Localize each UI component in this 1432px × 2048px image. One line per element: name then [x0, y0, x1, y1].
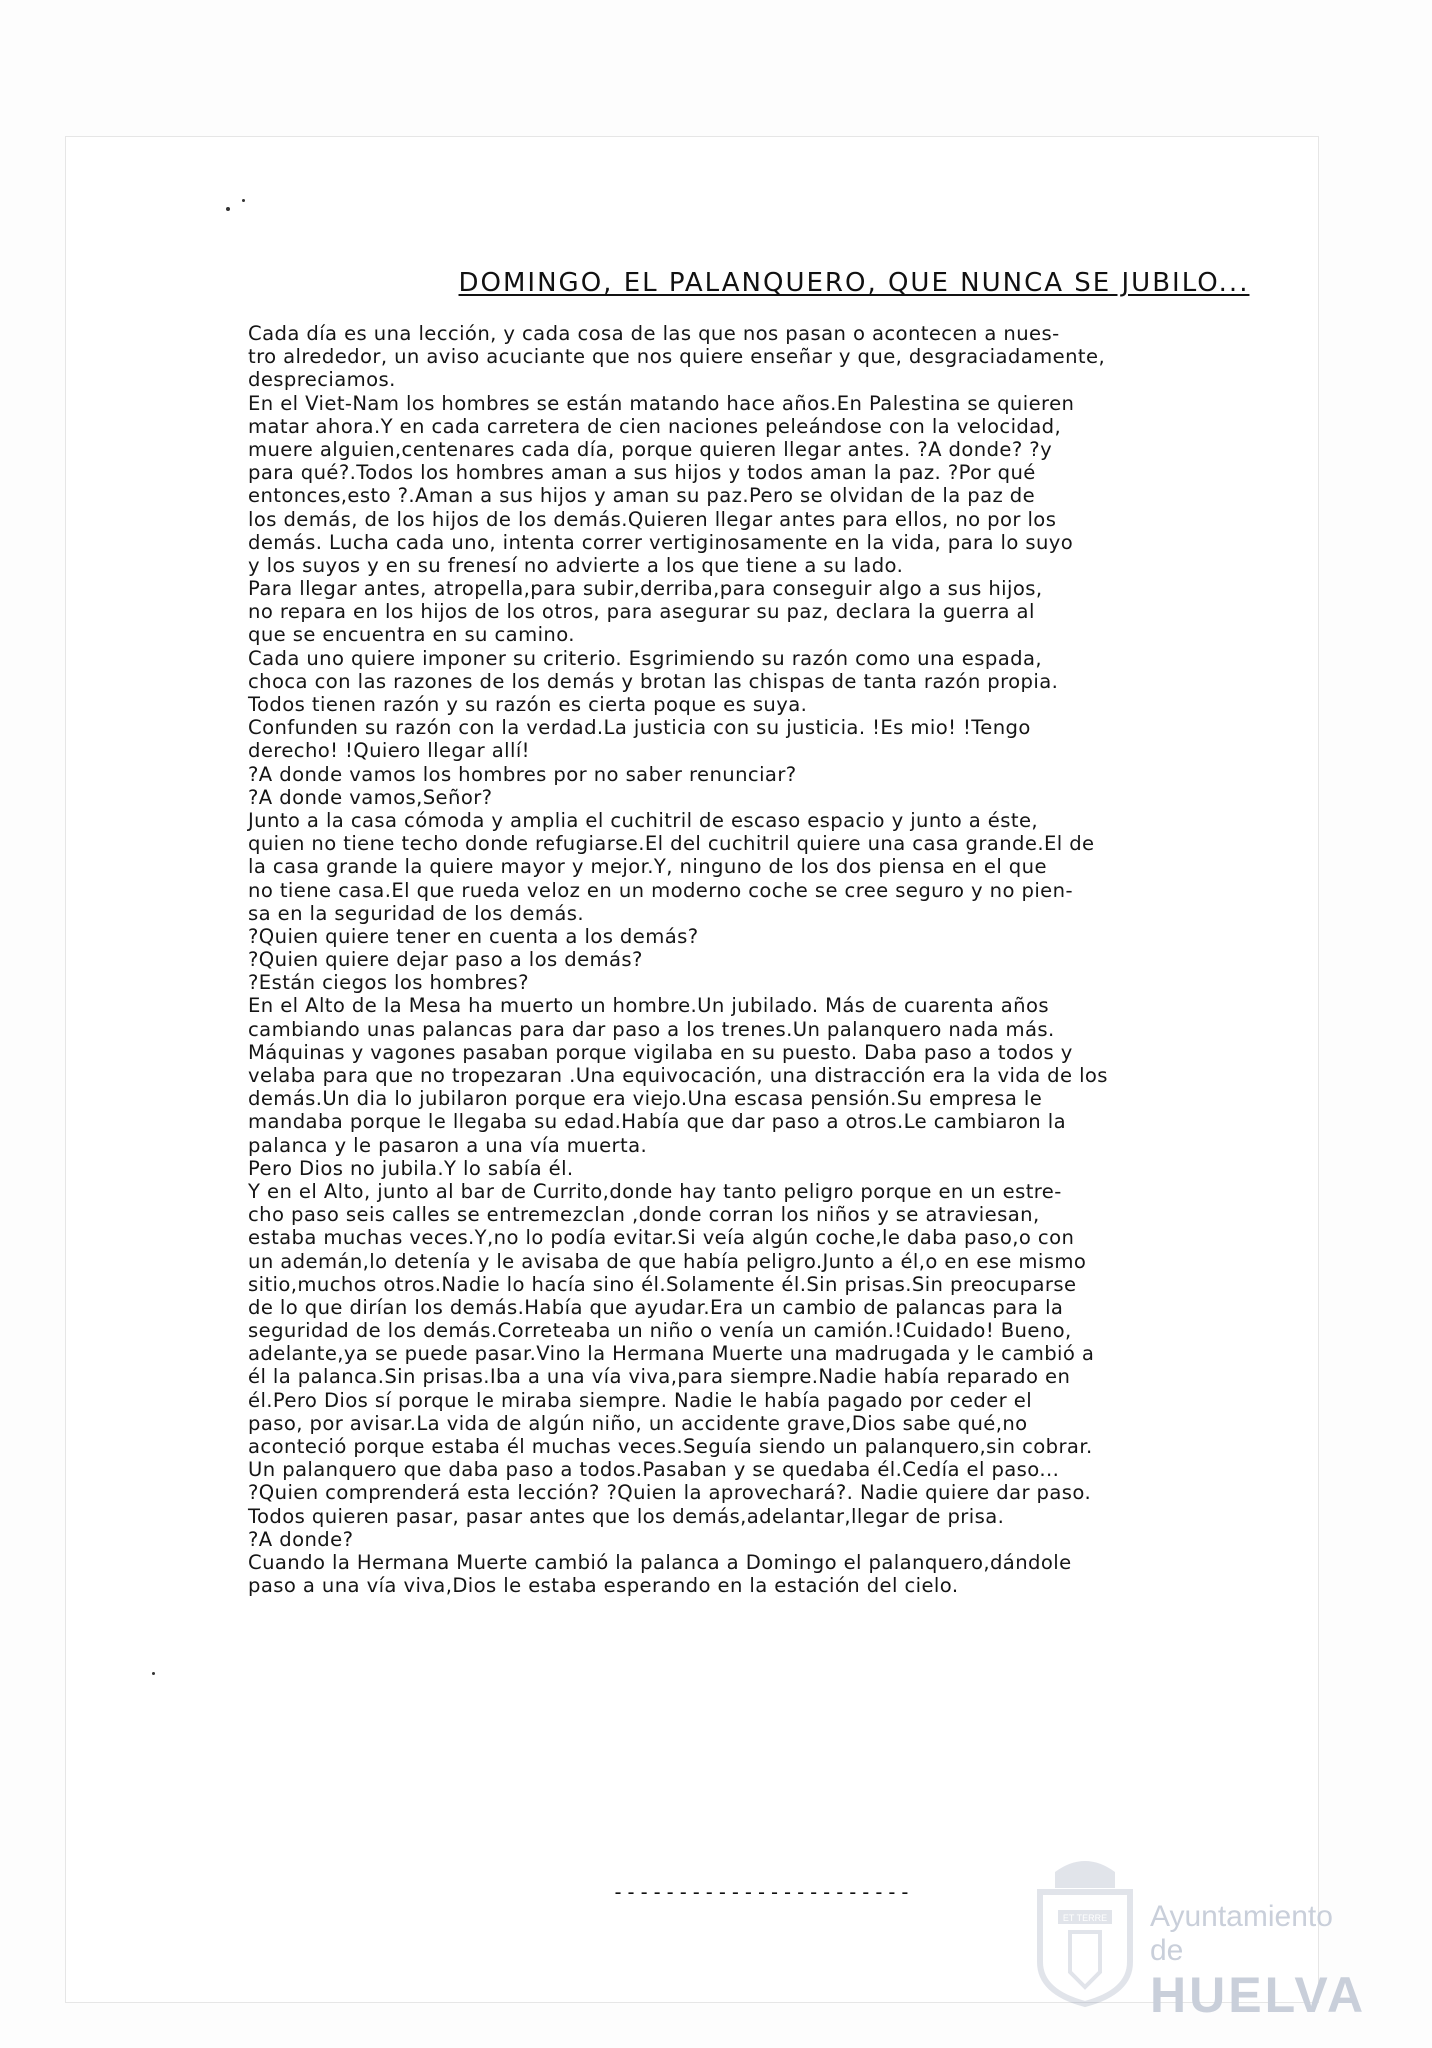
text-line: quien no tiene techo donde refugiarse.El del cuchitril quiere una casa grande.El de [248, 832, 1095, 856]
text-line: ?A donde? [248, 1527, 354, 1551]
text-line: sa en la seguridad de los demás. [248, 901, 584, 925]
text-line: la casa grande la quiere mayor y mejor.Y, ninguno de los dos piensa en el que [248, 855, 1047, 879]
ink-speck [226, 207, 230, 211]
crest-motto: ET TERRE [1062, 1913, 1108, 1923]
text-line: ?Están ciegos los hombres? [248, 971, 529, 995]
text-line: no tiene casa.El que rueda veloz en un moderno coche se cree seguro y no pien- [248, 878, 1073, 902]
text-line: tro alrededor, un aviso acuciante que nos quiere enseñar y que, desgraciadamente, [248, 345, 1106, 369]
text-line: paso a una vía viva,Dios le estaba esperando en la estación del cielo. [248, 1574, 959, 1598]
ayuntamiento-huelva-watermark [1150, 1900, 1367, 2023]
text-line: seguridad de los demás.Correteaba un niño o venía un camión.!Cuidado! Bueno, [248, 1319, 1072, 1343]
text-line: derecho! !Quiero llegar allí! [248, 739, 530, 763]
text-line: mandaba porque le llegaba su edad.Había que dar paso a otros.Le cambiaron la [248, 1110, 1066, 1134]
text-line: demás.Un dia lo jubilaron porque era viejo.Una escasa pensión.Su empresa le [248, 1087, 1043, 1111]
text-line: estaba muchas veces.Y,no lo podía evitar.Si veía algún coche,le daba paso,o con [248, 1226, 1075, 1250]
text-line: de lo que dirían los demás.Había que ayudar.Era un cambio de palancas para la [248, 1295, 1064, 1319]
text-line: muere alguien,centenares cada día, porque quieren llegar antes. ?A donde? ?y [248, 437, 1053, 461]
text-line: cambiando unas palancas para dar paso a los trenes.Un palanquero nada más. [248, 1017, 1055, 1041]
text-line: paso, por avisar.La vida de algún niño, un accidente grave,Dios sabe qué,no [248, 1411, 1028, 1435]
text-line: para qué?.Todos los hombres aman a sus hijos y todos aman la paz. ?Por qué [248, 461, 1036, 485]
text-line: ?Quien quiere dejar paso a los demás? [248, 948, 643, 972]
ink-speck [242, 199, 245, 202]
text-line: Todos tienen razón y su razón es cierta poque es suya. [248, 693, 808, 716]
text-line: Cuando la Hermana Muerte cambió la palanca a Domingo el palanquero,dándole [248, 1550, 1072, 1574]
text-line: Cada uno quiere imponer su criterio. Esgrimiendo su razón como una espada, [248, 646, 1042, 670]
watermark-line2: HUELVA [1150, 1967, 1367, 2023]
closing-rule: ----------------------- [612, 1880, 912, 1904]
document-title: DOMINGO, EL PALANQUERO, QUE NUNCA SE JUBILO... [458, 268, 1250, 298]
text-line: Máquinas y vagones pasaban porque vigilaba en su puesto. Daba paso a todos y [248, 1040, 1073, 1064]
ink-speck [152, 1672, 155, 1675]
text-line: aconteció porque estaba él muchas veces.Seguía siendo un palanquero,sin cobrar. [248, 1435, 1093, 1458]
text-line: sitio,muchos otros.Nadie lo hacía sino él.Solamente él.Sin prisas.Sin preocuparse [248, 1272, 1077, 1296]
text-line: velaba para que no tropezaran .Una equivocación, una distracción era la vida de los [248, 1064, 1108, 1087]
text-line: él.Pero Dios sí porque le miraba siempre. Nadie le había pagado por ceder el [248, 1388, 1033, 1412]
text-line: adelante,ya se puede pasar.Vino la Hermana Muerte una madrugada y le cambió a [248, 1342, 1095, 1366]
text-line: los demás, de los hijos de los demás.Quieren llegar antes para ellos, no por los [248, 507, 1057, 531]
text-line: Y en el Alto, junto al bar de Currito,donde hay tanto peligro porque en un estre- [248, 1179, 1062, 1203]
document-body [248, 322, 1338, 1597]
text-line: Para llegar antes, atropella,para subir,derriba,para conseguir algo a sus hijos, [248, 577, 1043, 601]
text-line: y los suyos y en su frenesí no advierte a los que tiene a su lado. [248, 553, 904, 577]
text-line: palanca y le pasaron a una vía muerta. [248, 1133, 648, 1157]
text-line: demás. Lucha cada uno, intenta correr vertiginosamente en la vida, para lo suyo [248, 530, 1074, 554]
text-line: matar ahora.Y en cada carretera de cien naciones peleándose con la velocidad, [248, 414, 1062, 438]
city-crest-watermark [1020, 1852, 1150, 2008]
text-line: no repara en los hijos de los otros, para asegurar su paz, declara la guerra al [248, 600, 1035, 624]
text-line: Todos quieren pasar, pasar antes que los demás,adelantar,llegar de prisa. [248, 1504, 1005, 1528]
text-line: ?A donde vamos los hombres por no saber renunciar? [248, 762, 797, 786]
text-line: En el Alto de la Mesa ha muerto un hombre.Un jubilado. Más de cuarenta años [248, 994, 1049, 1018]
text-line: él la palanca.Sin prisas.Iba a una vía viva,para siempre.Nadie había reparado en [248, 1365, 1071, 1389]
text-line: choca con las razones de los demás y brotan las chispas de tanta razón propia. [248, 669, 1059, 693]
text-line: un ademán,lo detenía y le avisaba de que había peligro.Junto a él,o en ese mismo [248, 1249, 1087, 1273]
text-line: Confunden su razón con la verdad.La justicia con su justicia. !Es mio! !Tengo [248, 716, 1031, 740]
text-line: entonces,esto ?.Aman a sus hijos y aman su paz.Pero se olvidan de la paz de [248, 484, 1036, 508]
text-line: ?A donde vamos,Señor? [248, 785, 493, 809]
text-line: despreciamos. [248, 368, 396, 392]
text-line: ?Quien comprenderá esta lección? ?Quien la aprovechará?. Nadie quiere dar paso. [248, 1481, 1092, 1505]
text-line: Pero Dios no jubila.Y lo sabía él. [248, 1156, 574, 1180]
text-line: Cada día es una lección, y cada cosa de las que nos pasan o acontecen a nues- [248, 322, 1060, 345]
text-line: cho paso seis calles se entremezclan ,donde corran los niños y se atraviesan, [248, 1203, 1040, 1227]
text-line: ?Quien quiere tener en cuenta a los demás? [248, 924, 699, 948]
watermark-line1: Ayuntamiento de [1150, 1900, 1333, 1967]
text-line: En el Viet-Nam los hombres se están matando hace años.En Palestina se quieren [248, 391, 1075, 415]
text-line: Junto a la casa cómoda y amplia el cuchitril de escaso espacio y junto a éste, [248, 808, 1039, 832]
text-line: Un palanquero que daba paso a todos.Pasaban y se quedaba él.Cedía el paso... [248, 1458, 1060, 1482]
text-line: que se encuentra en su camino. [248, 623, 575, 647]
